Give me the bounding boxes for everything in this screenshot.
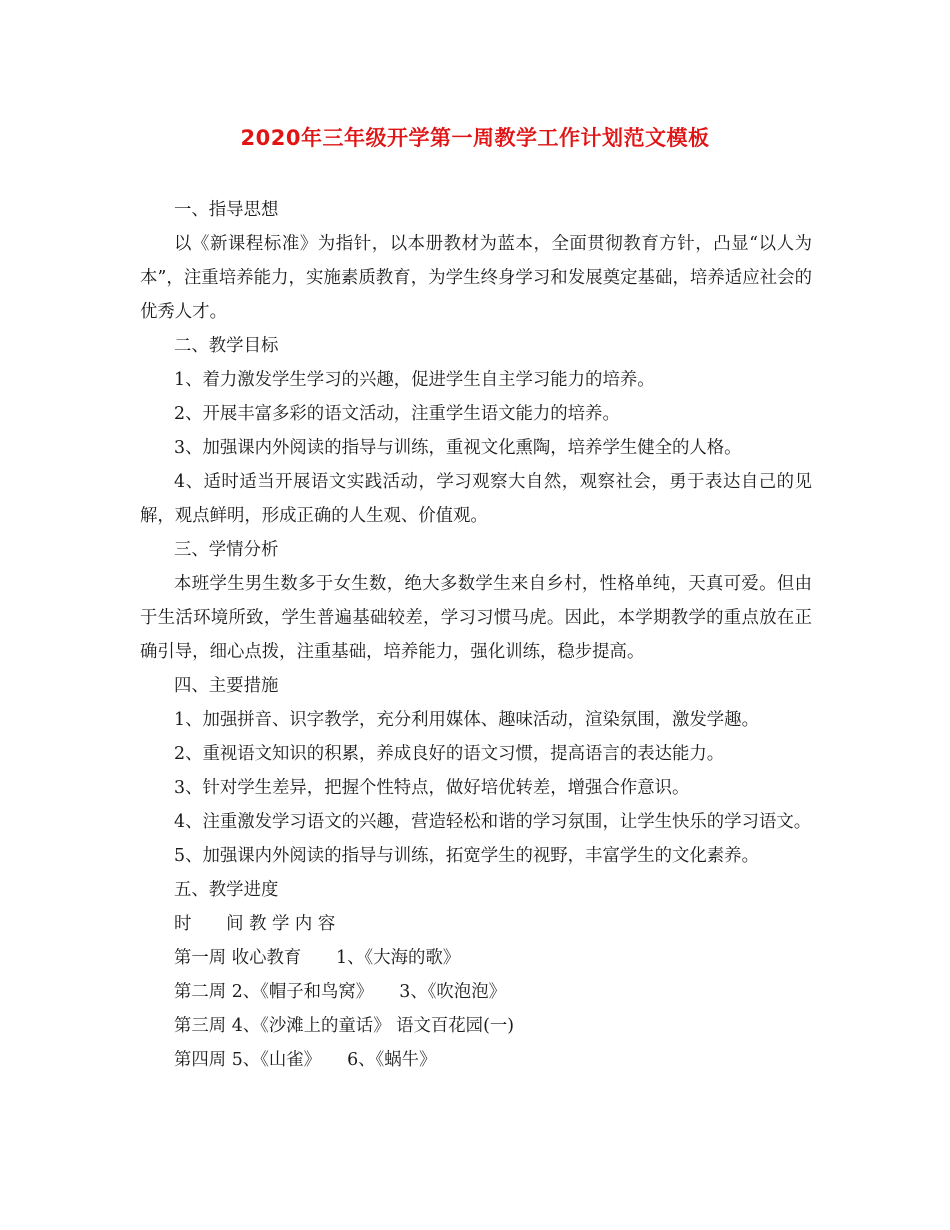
goal-item-1: 1、着力激发学生学习的兴趣，促进学生自主学习能力的培养。 (174, 370, 655, 390)
section-heading-teaching-goals: 二、教学目标 (174, 336, 279, 356)
document-title: 2020年三年级开学第一周教学工作计划范文模板 (240, 126, 710, 150)
section-heading-guiding-thought: 一、指导思想 (174, 200, 279, 220)
section-heading-student-analysis: 三、学情分析 (174, 540, 279, 560)
measure-item-4: 4、注重激发学习语文的兴趣，营造轻松和谐的学习氛围，让学生快乐的学习语文。 (174, 812, 812, 832)
goal-item-2: 2、开展丰富多彩的语文活动，注重学生语文能力的培养。 (174, 404, 620, 424)
schedule-row-week-2: 第二周 2、《帽子和鸟窝》 3、《吹泡泡》 (174, 982, 506, 1002)
schedule-row-week-4: 第四周 5、《山雀》 6、《蜗牛》 (174, 1050, 437, 1070)
paragraph-student-analysis: 本班学生男生数多于女生数，绝大多数学生来自乡村，性格单纯，天真可爱。但由于生活环境所致，学生普遍基础较差，学习习惯马虎。因此，本学期教学的重点放在正确引导，细心点拨，注重基础，培养能力，强化训练，稳步提高。 (140, 574, 812, 662)
measure-item-3: 3、针对学生差异，把握个性特点，做好培优转差，增强合作意识。 (174, 778, 690, 798)
goal-item-3: 3、加强课内外阅读的指导与训练，重视文化熏陶，培养学生健全的人格。 (174, 438, 742, 458)
section-heading-teaching-schedule: 五、教学进度 (174, 880, 279, 900)
document-body (140, 193, 812, 1077)
schedule-row-week-3: 第三周 4、《沙滩上的童话》 语文百花园(一) (174, 1016, 515, 1036)
goal-item-4: 4、适时适当开展语文实践活动，学习观察大自然，观察社会，勇于表达自己的见解，观点鲜明，形成正确的人生观、价值观。 (140, 472, 812, 526)
schedule-header: 时 间 教 学 内 容 (174, 914, 336, 934)
paragraph-guiding-thought: 以《新课程标准》为指针，以本册教材为蓝本，全面贯彻教育方针，凸显“以人为本”，注重培养能力，实施素质教育，为学生终身学习和发展奠定基础，培养适应社会的优秀人才。 (140, 234, 812, 322)
measure-item-5: 5、加强课内外阅读的指导与训练，拓宽学生的视野，丰富学生的文化素养。 (174, 846, 759, 866)
schedule-row-week-1: 第一周 收心教育 1、《大海的歌》 (174, 948, 461, 968)
measure-item-1: 1、加强拼音、识字教学，充分利用媒体、趣味活动，渲染氛围，激发学趣。 (174, 710, 759, 730)
measure-item-2: 2、重视语文知识的积累，养成良好的语文习惯，提高语言的表达能力。 (174, 744, 725, 764)
section-heading-main-measures: 四、主要措施 (174, 676, 279, 696)
